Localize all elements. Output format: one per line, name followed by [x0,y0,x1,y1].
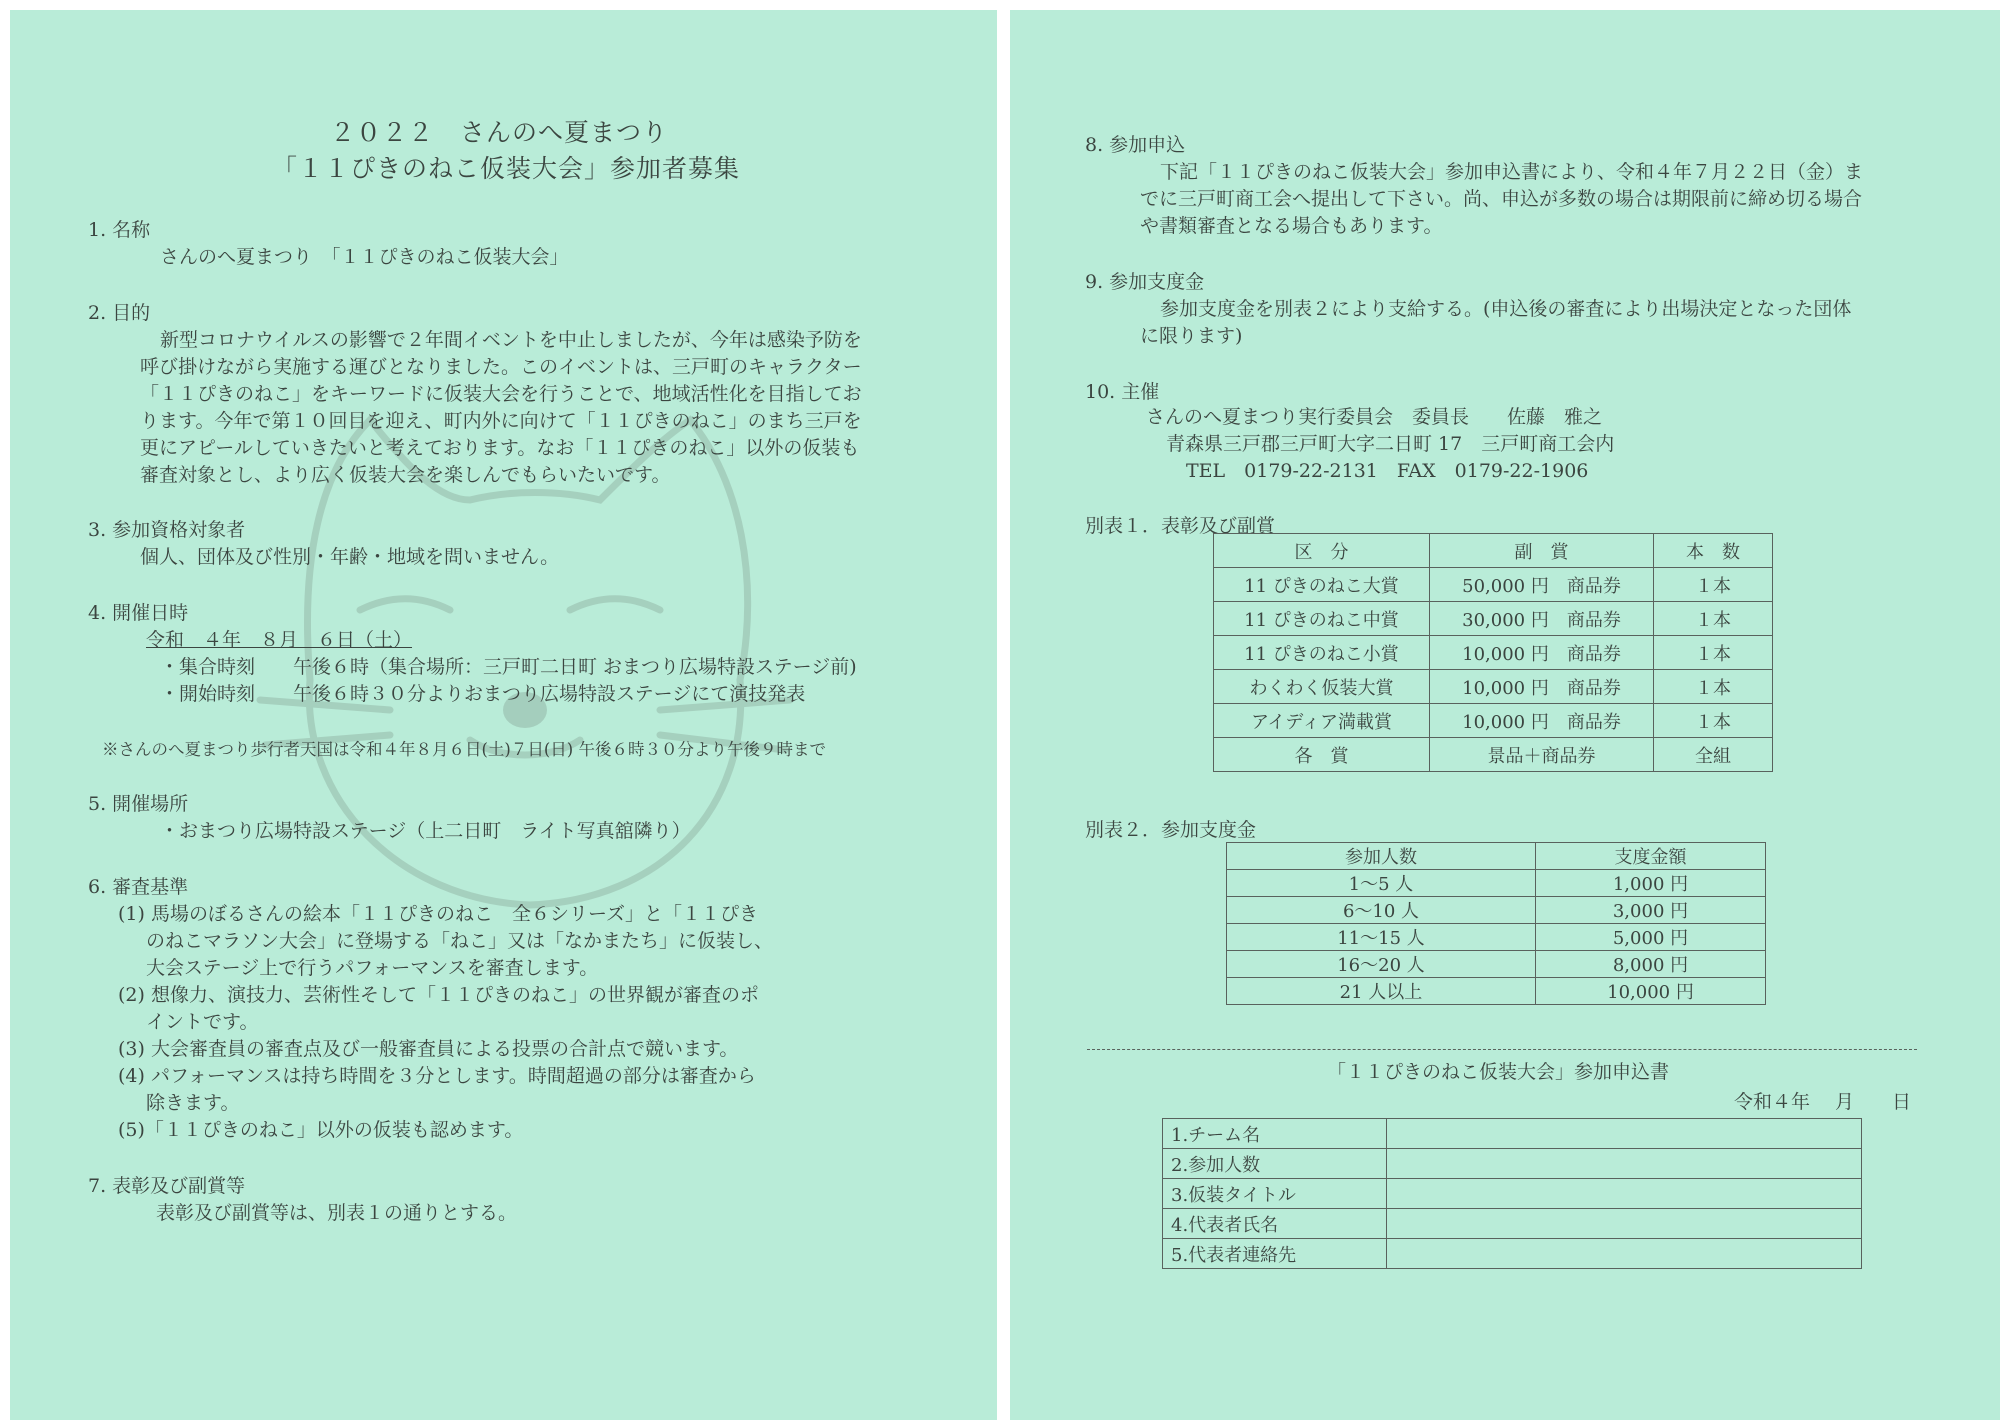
form-date: 令和４年 月 日 [1734,1091,1912,1113]
s10-address: 青森県三戸郡三戸町大字二日町 17 三戸町商工会内 [1166,433,1615,455]
table-header-cell: 本 数 [1654,534,1773,568]
s6-line: 除きます。 [146,1092,240,1114]
table-cell: １本 [1654,602,1773,636]
s2-line: ります。今年で第１０回目を迎え、町内外に向けて「１１ぴきのねこ」のまち三戸を [140,410,862,432]
table-header-cell: 区 分 [1214,534,1430,568]
s8-line: や書類審査となる場合もあります。 [1140,215,1443,237]
s2-heading: 2. 目的 [88,302,151,324]
s6-line: (1) 馬場のぼるさんの絵本「１１ぴきのねこ 全６シリーズ」と「１１ぴき [118,903,759,925]
table-cell: 1～5 人 [1227,870,1536,897]
allowance-table [1226,842,1766,1005]
s3-body: 個人、団体及び性別・年齢・地域を問いません。 [140,546,560,568]
s4-item1: ・集合時刻 午後６時（集合場所：三戸町二日町 おまつり広場特設ステージ前) [160,656,857,678]
table-cell: 6～10 人 [1227,897,1536,924]
table-cell: 5,000 円 [1536,924,1766,951]
participant-count-input[interactable] [1387,1149,1862,1179]
form-field-label: 3.仮装タイトル [1163,1179,1387,1209]
table-row [1214,704,1773,738]
table-header-cell: 副 賞 [1430,534,1654,568]
s10-contact: TEL 0179-22-2131 FAX 0179-22-1906 [1186,460,1589,482]
s6-line: イントです。 [146,1011,259,1033]
s4-note: ※さんのへ夏まつり歩行者天国は令和４年８月６日(土)７日(日) 午後６時３０分より午後９時まで [102,740,826,759]
table-cell: 10,000 円 商品券 [1430,636,1654,670]
s2-line: 新型コロナウイルスの影響で２年間イベントを中止しましたが、今年は感染予防を [160,329,862,351]
s2-line: 更にアピールしていきたいと考えております。なお「１１ぴきのねこ」以外の仮装も [140,437,860,459]
s6-line: (5)「１１ぴきのねこ」以外の仮装も認めます。 [118,1119,524,1141]
table-cell: 50,000 円 商品券 [1430,568,1654,602]
table-cell: 11 ぴきのねこ中賞 [1214,602,1430,636]
s7-body: 表彰及び副賞等は、別表１の通りとする。 [156,1202,518,1224]
table-row [1227,897,1766,924]
team-name-input[interactable] [1387,1119,1862,1149]
s6-line: のねこマラソン大会」に登場する「ねこ」又は「なかまたち」に仮装し、 [146,930,774,952]
table2-caption: 別表２．参加支度金 [1085,819,1257,841]
representative-contact-input[interactable] [1387,1239,1862,1269]
s3-heading: 3. 参加資格対象者 [88,519,246,541]
table-cell: １本 [1654,704,1773,738]
s10-heading: 10. 主催 [1085,381,1160,403]
s6-heading: 6. 審査基準 [88,876,189,898]
table-row [1214,670,1773,704]
table-cell: 全組 [1654,738,1773,772]
s6-line: (4) パフォーマンスは持ち時間を３分とします。時間超過の部分は審査から [118,1065,756,1087]
s1-body: さんのへ夏まつり 「１１ぴきのねこ仮装大会」 [160,246,569,268]
table-cell: 8,000 円 [1536,951,1766,978]
table-cell: １本 [1654,636,1773,670]
right-page [1010,10,2000,1420]
table-cell: 30,000 円 商品券 [1430,602,1654,636]
table-cell: １本 [1654,670,1773,704]
form-row [1163,1149,1862,1179]
left-page [10,10,997,1420]
s2-line: 審査対象とし、より広く仮装大会を楽しんでもらいたいです。 [140,464,671,486]
table-header-row [1214,534,1773,568]
s4-item2: ・開始時刻 午後６時３０分よりおまつり広場特設ステージにて演技発表 [160,683,806,705]
table-header-cell: 支度金額 [1536,843,1766,870]
form-field-label: 1.チーム名 [1163,1119,1387,1149]
table-row [1227,870,1766,897]
table-cell: 3,000 円 [1536,897,1766,924]
s9-line: に限ります) [1140,325,1243,347]
table-cell: わくわく仮装大賞 [1214,670,1430,704]
s5-body: ・おまつり広場特設ステージ（上二日町 ライト写真舘隣り） [160,820,691,842]
table-cell: 10,000 円 [1536,978,1766,1005]
form-row [1163,1209,1862,1239]
table-row [1214,636,1773,670]
s4-date: 令和 ４年 ８月 ６日（土） [146,629,413,651]
costume-title-input[interactable] [1387,1179,1862,1209]
representative-name-input[interactable] [1387,1209,1862,1239]
cut-line [1087,1049,1917,1050]
table-cell: 11 ぴきのねこ大賞 [1214,568,1430,602]
table-header-row [1227,843,1766,870]
table-cell: 21 人以上 [1227,978,1536,1005]
s6-line: 大会ステージ上で行うパフォーマンスを審査します。 [146,957,599,979]
form-row [1163,1179,1862,1209]
s10-org: さんのへ夏まつり実行委員会 委員長 佐藤 雅之 [1146,406,1603,428]
table-row [1214,602,1773,636]
table-cell: １本 [1654,568,1773,602]
form-row [1163,1119,1862,1149]
table-row [1227,924,1766,951]
s6-line: (3) 大会審査員の審査点及び一般審査員による投票の合計点で競います。 [118,1038,739,1060]
s1-heading: 1. 名称 [88,219,151,241]
table-row [1227,978,1766,1005]
form-title: 「１１ぴきのねこ仮装大会」参加申込書 [1327,1061,1670,1083]
form-field-label: 5.代表者連絡先 [1163,1239,1387,1269]
form-field-label: 4.代表者氏名 [1163,1209,1387,1239]
table-header-cell: 参加人数 [1227,843,1536,870]
s9-line: 参加支度金を別表２により支給する。(申込後の審査により出場決定となった団体 [1160,298,1852,320]
s4-heading: 4. 開催日時 [88,602,189,624]
table-cell: 1,000 円 [1536,870,1766,897]
table1-caption: 別表１．表彰及び副賞 [1085,515,1276,537]
s6-line: (2) 想像力、演技力、芸術性そして「１１ぴきのねこ」の世界観が審査のポ [118,984,759,1006]
table-cell: 16～20 人 [1227,951,1536,978]
awards-table [1213,533,1773,772]
s8-line: でに三戸町商工会へ提出して下さい。尚、申込が多数の場合は期限前に締め切る場合 [1140,188,1863,210]
title-line1: ２０２２ さんのへ夏まつり [330,118,669,147]
application-form [1162,1118,1862,1269]
title-line2: 「１１ぴきのねこ仮装大会」参加者募集 [272,154,741,183]
s9-heading: 9. 参加支度金 [1085,271,1205,293]
table-cell: 各 賞 [1214,738,1430,772]
s2-line: 呼び掛けながら実施する運びとなりました。このイベントは、三戸町のキャラクター [140,356,862,378]
table-cell: 10,000 円 商品券 [1430,704,1654,738]
table-cell: アイディア満載賞 [1214,704,1430,738]
table-row [1214,738,1773,772]
table-cell: 11 ぴきのねこ小賞 [1214,636,1430,670]
s8-line: 下記「１１ぴきのねこ仮装大会」参加申込書により、令和４年７月２２日（金）ま [1160,161,1864,183]
s7-heading: 7. 表彰及び副賞等 [88,1175,246,1197]
table-cell: 景品＋商品券 [1430,738,1654,772]
table-cell: 11～15 人 [1227,924,1536,951]
s2-line: 「１１ぴきのねこ」をキーワードに仮装大会を行うことで、地域活性化を目指してお [140,383,862,405]
table-cell: 10,000 円 商品券 [1430,670,1654,704]
s5-heading: 5. 開催場所 [88,793,189,815]
table-row [1214,568,1773,602]
form-field-label: 2.参加人数 [1163,1149,1387,1179]
table-row [1227,951,1766,978]
s8-heading: 8. 参加申込 [1085,134,1186,156]
form-row [1163,1239,1862,1269]
